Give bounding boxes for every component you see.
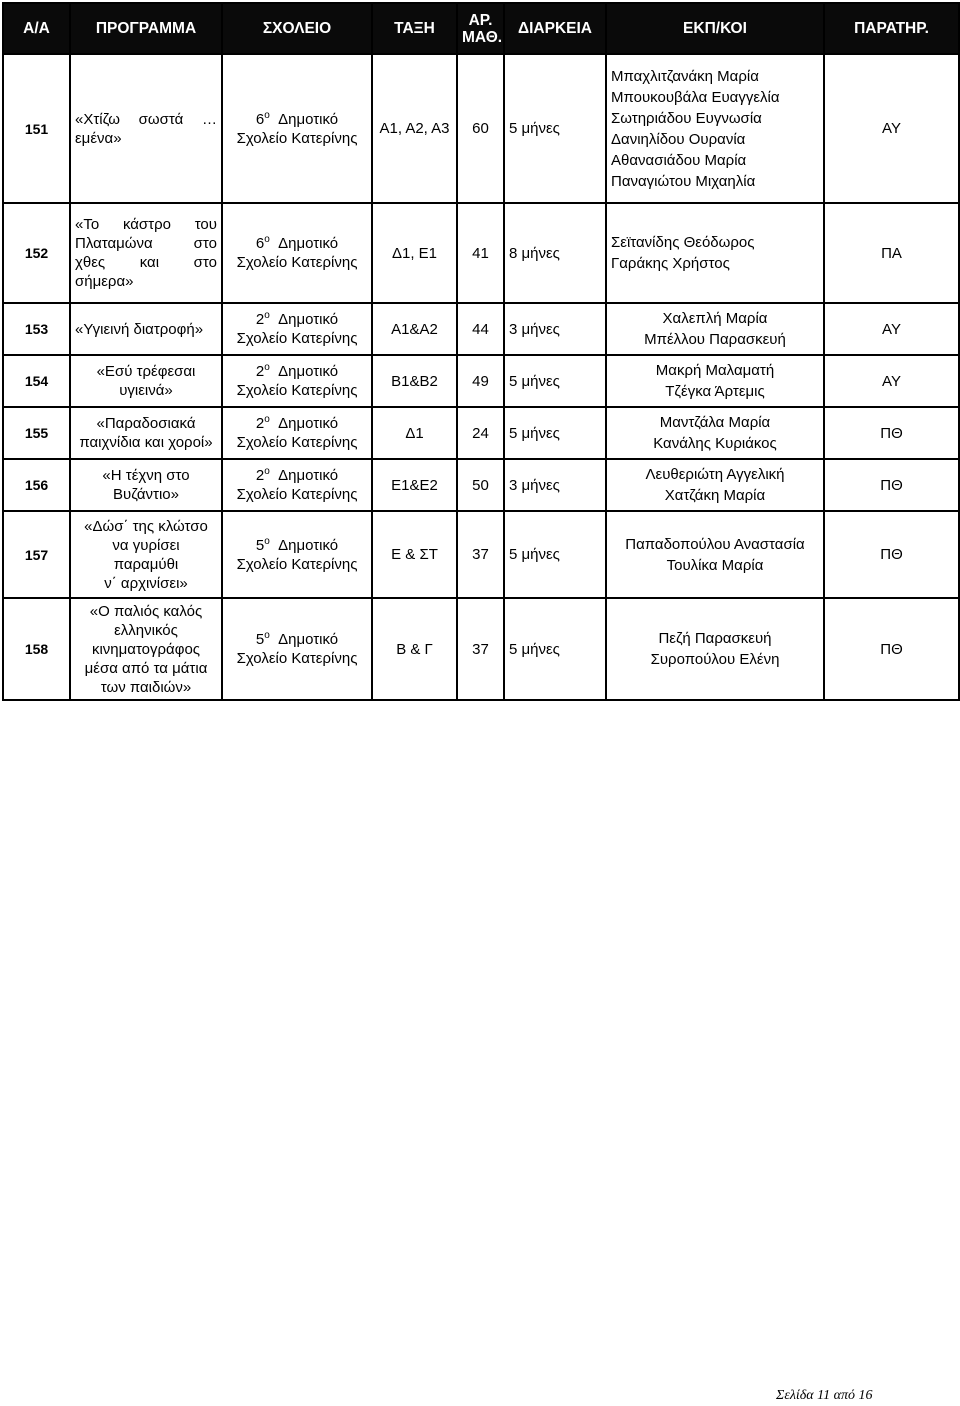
program-title-line	[75, 659, 217, 678]
program-title-line	[75, 381, 217, 400]
program-title-line	[75, 272, 217, 291]
program-title-line	[75, 574, 217, 593]
program-title-line	[75, 234, 217, 253]
school-line2: Σχολείο Κατερίνης	[236, 254, 358, 271]
row-number: 158	[3, 598, 70, 700]
program-title-line	[75, 485, 217, 504]
duration-cell: 3 μήνες	[504, 459, 606, 511]
program-title-word: στο	[193, 235, 217, 252]
school-ordinal: ο	[264, 535, 270, 547]
header-school: ΣΧΟΛΕΙΟ	[222, 3, 372, 54]
teachers-cell	[606, 303, 824, 355]
teachers-cell	[606, 54, 824, 203]
row-number: 151	[3, 54, 70, 203]
programs-table	[2, 2, 960, 701]
duration-cell: 3 μήνες	[504, 303, 606, 355]
students-cell: 49	[457, 355, 504, 407]
program-title-word: «Εσύ τρέφεσαι	[96, 363, 196, 380]
program-title-line	[75, 621, 217, 640]
program-title-word: ν΄ αρχινίσει»	[104, 574, 188, 592]
school-ordinal: ο	[264, 630, 270, 641]
students-cell: 50	[457, 459, 504, 511]
program-title-word: υγιεινά»	[119, 382, 173, 399]
program-title-line	[75, 129, 217, 148]
school-name	[222, 459, 372, 511]
program-title	[70, 203, 222, 303]
program-title	[70, 355, 222, 407]
school-number: 6	[255, 235, 265, 252]
duration-cell: 5 μήνες	[504, 54, 606, 203]
school-line2: Σχολείο Κατερίνης	[236, 650, 358, 667]
teacher-name: Αθανασιάδου Μαρία	[611, 151, 747, 169]
school-name	[222, 303, 372, 355]
school-ordinal: ο	[264, 362, 270, 373]
program-title-word: του	[194, 216, 217, 233]
program-title-line	[75, 602, 217, 621]
teacher-name: Μπουκουβάλα Ευαγγελία	[611, 88, 780, 106]
school-line2: Σχολείο Κατερίνης	[236, 555, 358, 573]
teacher-name: Κανάλης Κυριάκος	[653, 435, 777, 452]
students-cell: 24	[457, 407, 504, 459]
program-title-word: μέσα από τα μάτια	[84, 659, 208, 677]
program-title-word: σωστά	[138, 110, 184, 128]
program-title-word: «Παραδοσιακά	[96, 415, 196, 432]
table-row	[3, 303, 959, 355]
teacher-name: Γαράκης Χρήστος	[611, 255, 730, 272]
program-title-line	[75, 253, 217, 272]
row-number: 153	[3, 303, 70, 355]
program-title-line	[75, 433, 217, 452]
duration-cell: 5 μήνες	[504, 407, 606, 459]
program-title	[70, 459, 222, 511]
program-title	[70, 598, 222, 700]
header-class: ΤΑΞΗ	[372, 3, 457, 54]
program-title	[70, 511, 222, 598]
school-name	[222, 511, 372, 598]
program-title-word: κινηματογράφος	[91, 640, 201, 658]
school-number: 2	[255, 415, 265, 432]
school-ordinal: ο	[264, 466, 270, 477]
teacher-name: Χαλεπλή Μαρία	[662, 310, 768, 327]
school-name	[222, 355, 372, 407]
program-title-word: «Το	[75, 216, 100, 233]
program-title-word: …	[202, 110, 217, 128]
teacher-name: Λευθεριώτη Αγγελική	[645, 466, 785, 483]
program-title-word: «Η τέχνη στο	[102, 467, 190, 484]
school-type: Δημοτικό	[278, 536, 339, 554]
teachers-cell	[606, 511, 824, 598]
class-cell: Δ1, Ε1	[372, 203, 457, 303]
school-name	[222, 598, 372, 700]
teacher-name: Συροπούλου Ελένη	[650, 651, 780, 668]
program-title-line	[75, 320, 217, 339]
program-title-word: και	[139, 254, 160, 271]
school-type: Δημοτικό	[278, 631, 339, 648]
row-number: 154	[3, 355, 70, 407]
students-cell: 41	[457, 203, 504, 303]
teacher-name: Χατζάκη Μαρία	[664, 487, 766, 504]
program-title-word: Πλαταμώνα	[75, 235, 153, 252]
school-line1	[227, 110, 367, 129]
school-name	[222, 203, 372, 303]
school-name	[222, 54, 372, 203]
header-duration: ΔΙΑΡΚΕΙΑ	[504, 3, 606, 54]
notes-cell: ΠΘ	[824, 511, 959, 598]
school-line2: Σχολείο Κατερίνης	[236, 434, 358, 451]
program-title-word: κάστρο	[122, 216, 171, 233]
students-cell: 37	[457, 511, 504, 598]
teachers-cell	[606, 355, 824, 407]
students-cell: 60	[457, 54, 504, 203]
table-row	[3, 459, 959, 511]
table-row	[3, 355, 959, 407]
class-cell: Ε1&Ε2	[372, 459, 457, 511]
school-type: Δημοτικό	[278, 415, 339, 432]
notes-cell: ΠΘ	[824, 598, 959, 700]
teachers-cell	[606, 203, 824, 303]
program-title-word: ελληνικός	[114, 621, 178, 639]
notes-cell: ΑΥ	[824, 303, 959, 355]
class-cell: Β & Γ	[372, 598, 457, 700]
teacher-name: Σωτηριάδου Ευγνωσία	[611, 109, 762, 127]
program-title-line	[75, 678, 217, 697]
class-cell: Δ1	[372, 407, 457, 459]
header-row	[3, 3, 959, 54]
row-number: 152	[3, 203, 70, 303]
students-cell: 44	[457, 303, 504, 355]
program-title-word: σήμερα»	[75, 273, 134, 290]
school-line1	[227, 414, 367, 433]
duration-cell: 5 μήνες	[504, 598, 606, 700]
notes-cell: ΑΥ	[824, 355, 959, 407]
program-title-word: στο	[193, 254, 217, 271]
class-cell: Α1&Α2	[372, 303, 457, 355]
program-title-word: «Δώσ΄ της κλώτσο	[84, 517, 208, 535]
school-line1	[227, 362, 367, 381]
program-title-line	[75, 517, 217, 536]
header-teachers: ΕΚΠ/ΚΟΙ	[606, 3, 824, 54]
school-line1	[227, 310, 367, 329]
row-number: 157	[3, 511, 70, 598]
school-line2: Σχολείο Κατερίνης	[236, 382, 358, 399]
teacher-name: Τουλίκα Μαρία	[666, 556, 764, 574]
class-cell: Α1, Α2, Α3	[372, 54, 457, 203]
program-title	[70, 303, 222, 355]
teacher-name: Δανιηλίδου Ουρανία	[611, 130, 746, 148]
school-type: Δημοτικό	[278, 110, 339, 128]
program-title-word: παραμύθι	[113, 555, 179, 573]
header-aa: Α/Α	[3, 3, 70, 54]
header-students-line2: ΜΑΘ.	[462, 28, 503, 46]
table-row	[3, 203, 959, 303]
row-number: 155	[3, 407, 70, 459]
class-cell: Ε & ΣΤ	[372, 511, 457, 598]
school-line1	[227, 630, 367, 649]
program-title-word: «Ο παλιός καλός	[89, 602, 203, 620]
school-number: 2	[255, 363, 265, 380]
school-number: 2	[255, 311, 265, 328]
school-number: 5	[255, 536, 265, 554]
teacher-name: Παναγιώτου Μιχαηλία	[611, 172, 756, 190]
duration-cell: 5 μήνες	[504, 355, 606, 407]
program-title-line	[75, 215, 217, 234]
school-number: 6	[255, 110, 265, 128]
students-cell: 37	[457, 598, 504, 700]
program-title	[70, 54, 222, 203]
teacher-name: Μακρή Μαλαματή	[655, 362, 775, 379]
teacher-name: Παπαδοπούλου Αναστασία	[625, 535, 805, 553]
program-title-line	[75, 414, 217, 433]
notes-cell: ΠΑ	[824, 203, 959, 303]
table-row	[3, 407, 959, 459]
school-name	[222, 407, 372, 459]
school-type: Δημοτικό	[278, 467, 339, 484]
program-title-line	[75, 466, 217, 485]
program-title-word: παιχνίδια και χοροί»	[79, 434, 213, 451]
notes-cell: ΠΘ	[824, 407, 959, 459]
teacher-name: Μπαχλιτζανάκη Μαρία	[611, 67, 759, 85]
school-type: Δημοτικό	[278, 311, 339, 328]
program-title-word: να γυρίσει	[112, 536, 180, 554]
header-notes: ΠΑΡΑΤΗΡ.	[824, 3, 959, 54]
program-title-word: εμένα»	[75, 129, 122, 147]
program-title-line	[75, 555, 217, 574]
school-line1	[227, 234, 367, 253]
program-title	[70, 407, 222, 459]
table-row	[3, 598, 959, 700]
teacher-name: Μπέλλου Παρασκευή	[644, 331, 786, 348]
table-body	[3, 54, 959, 700]
school-type: Δημοτικό	[278, 235, 339, 252]
program-title-word: «Χτίζω	[75, 110, 120, 128]
duration-cell: 8 μήνες	[504, 203, 606, 303]
school-number: 2	[255, 467, 265, 484]
school-ordinal: ο	[264, 234, 270, 245]
program-title-word: Βυζάντιο»	[113, 486, 179, 503]
program-title-line	[75, 362, 217, 381]
header-program: ΠΡΟΓΡΑΜΜΑ	[70, 3, 222, 54]
school-line1	[227, 536, 367, 555]
program-title-word: «Υγιεινή διατροφή»	[75, 320, 204, 338]
school-line1	[227, 466, 367, 485]
class-cell: Β1&Β2	[372, 355, 457, 407]
table-row	[3, 54, 959, 203]
teachers-cell	[606, 407, 824, 459]
school-number: 5	[255, 631, 265, 648]
school-ordinal: ο	[264, 109, 270, 121]
program-title-line	[75, 640, 217, 659]
header-students	[457, 3, 504, 54]
page-footer: Σελίδα 11 από 16	[776, 1388, 873, 1403]
program-title-word: χθες	[75, 254, 106, 271]
program-title-word: των παιδιών»	[100, 678, 192, 696]
program-title-line	[75, 110, 217, 129]
teachers-cell	[606, 598, 824, 700]
teacher-name: Μαντζάλα Μαρία	[659, 414, 771, 431]
teacher-name: Πεζή Παρασκευή	[658, 630, 772, 647]
duration-cell: 5 μήνες	[504, 511, 606, 598]
school-line2: Σχολείο Κατερίνης	[236, 486, 358, 503]
school-ordinal: ο	[264, 310, 270, 321]
teachers-cell	[606, 459, 824, 511]
school-ordinal: ο	[264, 414, 270, 425]
program-title-line	[75, 536, 217, 555]
notes-cell: ΑΥ	[824, 54, 959, 203]
school-line2: Σχολείο Κατερίνης	[236, 129, 358, 147]
table-row	[3, 511, 959, 598]
teacher-name: Σεϊτανίδης Θεόδωρος	[611, 234, 755, 251]
row-number: 156	[3, 459, 70, 511]
notes-cell: ΠΘ	[824, 459, 959, 511]
teacher-name: Τζέγκα Άρτεμις	[665, 383, 765, 400]
school-type: Δημοτικό	[278, 363, 339, 380]
school-line2: Σχολείο Κατερίνης	[236, 330, 358, 347]
header-students-line1: ΑΡ.	[468, 11, 493, 29]
